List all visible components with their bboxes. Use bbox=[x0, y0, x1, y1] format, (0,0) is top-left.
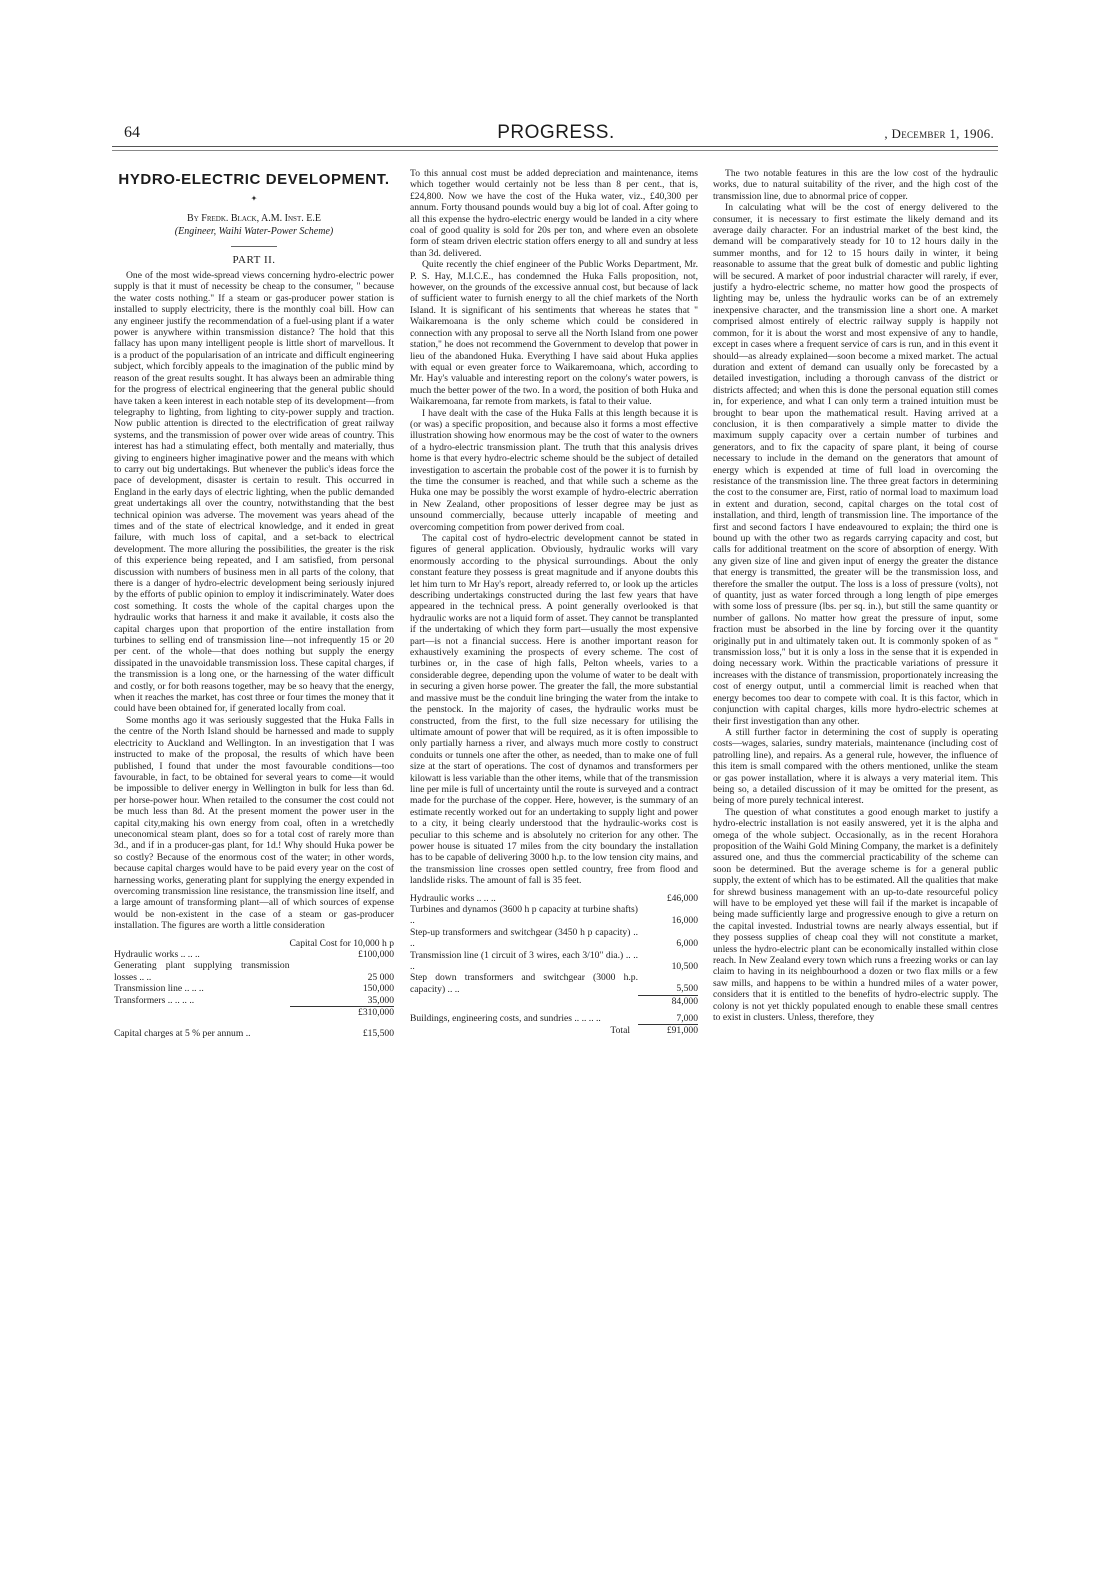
paragraph: A still further factor in determining the cost of supply is operating costs—wages, salaries, sundry materials, maintenance (including cost of patrolling line), and repairs. As a general rule, however, the influence of this item is small compared with the others mentioned, unlike the steam or gas power installation, where it is always a very material item. This being so, a detailed discussion of it may be omitted for the present, as being of more purely technical interest. bbox=[713, 726, 998, 807]
header-rule-thin bbox=[112, 150, 998, 151]
capital-charges-line bbox=[114, 1028, 394, 1039]
author-byline: By Fredk. Black, A.M. Inst. E.E bbox=[187, 212, 321, 224]
column-3 bbox=[713, 168, 998, 1023]
row-value: 25 000 bbox=[367, 971, 394, 983]
table-total-row bbox=[114, 1007, 394, 1019]
table-total: £91,000 bbox=[638, 1025, 698, 1037]
paragraph: Some months ago it was seriously suggested that the Huka Falls in the centre of the North Island should be harnessed and made to supply electricity to Auckland and Wellington. In an investigation that I was instructed to make of the proposal, the results of which have been published, I found that under the most favourable conditions—too favourable, in fact, to be obtained for several years to come—it would be impossible to deliver energy in Wellington in bulk for less than 6d. per horse-power hour. When retailed to the consumer the cost could not be much less than 8d. At the present moment the power user in the capital city,making his own energy from coal, often in a wretchedly uneconomical steam plant, does so for a total cost of rarely more than 3d., and if in a producer-gas plant, for 1d.! Why should Huka power be so costly? Because of the enormous cost of the water; in other words, because capital charges would have to be paid every year on the cost of harnessing works, generating plant for supplying the energy expended in overcoming transmission line resistance, the transmission line itself, and a large amount of transforming plant—all of which sources of expense would be non-existent in the case of a steam or gas-producer installation. The figures are worth a little consideration bbox=[114, 714, 394, 932]
column-1 bbox=[114, 168, 394, 1040]
row-label: Step down transformers and switchgear (3000 h.p. capacity) .. .. bbox=[410, 972, 638, 995]
row-label: Turbines and dynamos (3600 h p capacity at turbine shafts) .. bbox=[410, 904, 638, 927]
page-number: 64 bbox=[124, 124, 140, 141]
table-header: Capital Cost for 10,000 h p bbox=[289, 937, 394, 949]
table-row bbox=[410, 950, 698, 973]
table-row bbox=[410, 893, 698, 904]
capital-charges-label: Capital charges at 5 % per annum .. bbox=[114, 1028, 251, 1040]
column-2 bbox=[410, 168, 698, 1036]
paragraph: The capital cost of hydro-electric development cannot be stated in figures of general application. Obviously, hydraulic works will vary enormously according to the physical surroundings. About the only constant feature they possess is great magnitude and if anyone doubts this let him turn to Mr Hay's report, already referred to, or look up the articles describing undertakings constructed during the last few years that have appeared in the technical press. A point generally overlooked is that hydraulic works are not a liquid form of asset. They cannot be transplanted if the undertaking of which they form part—usually the most expensive part—is not a financial success. Here is another important reason for exhaustively examining the prospects of every scheme. The cost of turbines or, in the case of high falls, Pelton wheels, varies to a considerable degree, depending upon the volume of water to be dealt with in securing a given horse power. The greater the fall, the more substantial and massive must be the conduit line bringing the water from the intake to the penstock. In the majority of cases, the hydraulic works must be constructed, from the first, to the full size necessary for utilising the ultimate amount of power that will be required, as it is often impossible to only partially harness a river, and always much more costly to construct conduits or tunnels one after the other, as needed, than to make one of full size at the start of operations. The cost of dynamos and transformers per kilowatt is less variable than the other items, while that of the transmission line per mile is full of uncertainty until the route is surveyed and a contract made for the purchase of the copper. Here, however, is the summary of an estimate recently worked out for an undertaking to supply light and power to a city, it being clearly understood that the hydraulic-works cost is peculiar to this scheme and is absolutely no criterion for any other. The power house is situated 17 miles from the city boundary the installation has to be capable of delivering 3000 h.p. to the low tension city mains, and the transmission line crosses open settled country, free from flood and landslide risks. The amount of fall is 35 feet. bbox=[410, 533, 698, 887]
paragraph: Quite recently the chief engineer of the Public Works Department, Mr. P. S. Hay, M.I.C.E., has condemned the Huka Falls proposition, not, however, on the grounds of the excessive annual cost, but because of lack of sufficient water to furnish energy to all the chief markets of the North Island. It is significant of his sentiments that whereas he states that " Waikaremoana is the only scheme which could be considered in connection with any proposal to serve all the North Island from one power station," he does not recommend the Government to develop that power in lieu of the abandoned Huka. Everything I have said about Huka applies with equal or even greater force to Waikaremoana, which, according to Mr. Hay's valuable and interesting report on the colony's water powers, is much the better power of the two. In a word, the position of both Huka and Waikaremoana, far remote from markets, is fatal to their value. bbox=[410, 259, 699, 408]
table-row bbox=[410, 927, 698, 950]
row-label: Buildings, engineering costs, and sundries .. .. .. .. bbox=[410, 1013, 601, 1025]
row-value: 35,000 bbox=[367, 994, 394, 1006]
row-label: Step-up transformers and switchgear (3450 h p capacity) .. .. bbox=[410, 926, 638, 950]
table-row bbox=[114, 983, 394, 994]
row-value: 16,000 bbox=[671, 915, 698, 927]
capital-cost-table bbox=[114, 938, 394, 1019]
table-row bbox=[410, 904, 698, 927]
row-value: 6,000 bbox=[676, 938, 698, 950]
row-label: Transmission line .. .. .. bbox=[114, 983, 204, 995]
paragraph: The two notable features in this are the low cost of the hydraulic works, due to natural suitability of the river, and the high cost of the transmission line, due to abnormal price of copper. bbox=[713, 168, 998, 202]
header-rule bbox=[112, 146, 998, 147]
table-total-row bbox=[410, 1025, 698, 1037]
article-title: HYDRO-ELECTRIC DEVELOPMENT. bbox=[118, 171, 390, 188]
row-value: 10,500 bbox=[671, 961, 698, 973]
table-total: £310,000 bbox=[290, 1007, 394, 1019]
table-row bbox=[114, 949, 394, 960]
author-affiliation: (Engineer, Waihi Water-Power Scheme) bbox=[174, 226, 334, 238]
table-row bbox=[410, 1007, 698, 1024]
byline-separator bbox=[231, 246, 277, 247]
row-label: Transmission line (1 circuit of 3 wires, each 3/10" dia.) .. .. .. bbox=[410, 949, 638, 973]
row-label: Hydraulic works .. .. .. bbox=[114, 949, 200, 960]
table-subtotal: 84,000 bbox=[638, 995, 698, 1007]
table-subtotal-row bbox=[410, 995, 698, 1007]
table-row bbox=[114, 960, 394, 983]
paragraph: In calculating what will be the cost of energy delivered to the consumer, it is necessary to first estimate the likely demand and its average daily character. For an industrial market of the best kind, the demand will be comparatively steady for 10 to 12 hours daily in the summer months, and for 12 to 15 hours daily in winter, it being reasonable to assume that the great bulk of domestic and public lighting will be secured. A market of poor industrial character will rarely, if ever, justify a hydro-electric scheme, no matter how good the prospects of lighting may be, unless the hydraulic works can be of an extremely inexpensive character, and the transmission line a short one. A market comprised almost entirely of electric railway supply is happily not common, for it is about the worst and most expensive of any to handle, except in cases where a frequent service of cars is run, and in this event it should—as already explained—soon become a mixed market. The actual duration and extent of demand can usually only be forecasted by a detailed investigation, including a thorough canvass of the district or districts affected; and when this is done the personal equation still comes in, for experience, and what I can only term a trained intuition must be brought to bear upon the mathematical result. Having arrived at a conclusion, it is then comparatively a simple matter to divide the maximum supply capacity over a certain number of turbines and generators, and to fix the capacity of spare plant, it being of course necessary to include in the demand on the generators that amount of energy which is expended at time of full load in overcoming the resistance of the transmission line. The three great factors in determining the cost to the consumer are, First, ratio of normal load to maximum load in extent and duration, second, capital charges on the total cost of installation, and third, length of transmission line. The importance of the first and second factors I have endeavoured to explain; the third one is bound up with the other two as regards carrying capacity and cost, but calls for additional treatment on the score of absorption of energy. With any given size of line and given input of energy the greater the distance that energy is transmitted, the greater will be the transmission loss, and therefore the smaller the output. The loss is a loss of pressure (volts), not of quantity, just as water forced through a long length of pipe emerges with some loss of pressure (lbs. per sq. in.), but still the same quantity or number of gallons. No matter how great the pressure of input, some fraction must be absorbed in the line by forcing over it the quantity originally put in and ultimately taken out. It is commonly spoken of as " transmission loss," but it is only a loss in the sense that it is expended in doing necessary work. Within the practicable variations of pressure it increases with the distance of transmission, proportionately increasing the cost of energy output, until a commercial limit is reached when that energy becomes too dear to compete with coal. It is this factor, which in conjunction with capital charges, kills more hydro-electric schemes at their first investigation than any other. bbox=[713, 202, 998, 727]
table-row bbox=[410, 972, 698, 995]
publication-title: PROGRESS. bbox=[497, 122, 615, 143]
table-row bbox=[114, 995, 394, 1007]
paragraph: One of the most wide-spread views concerning hydro-electric power supply is that it must of necessity be cheap to the consumer, " because the water costs nothing." If a steam or gas-producer power station is installed to supply electricity, there is the monthly coal bill. How can any engineer justify the recommendation of a fuel-using plant if a water power is anywhere within transmission distance? The hold that this fallacy has upon many intelligent people is little short of marvellous. It is a product of the popularisation of an intricate and difficult engineering subject, which forcibly appeals to the imagination of the public mind by reason of the great results sought. It has always been an admirable thing for the progress of electrical engineering that the general public should have taken a keen interest in each notable step of its development—from telegraphy to lighting, from lighting to city-power supply and traction. Now public attention is directed to the electrification of great railway systems, and the transmission of power over wide areas of country. This interest has had a stimulating effect, both mentally and materially, thus giving to engineers higher imaginative power and the means with which to carry out big undertakings. But whenever the public's ideas force the pace of development, disaster is certain to result. This occurred in England in the early days of electric lighting, when the public demanded great undertakings all over the country, notwithstanding that the best technical opinion was adverse. The movement was years ahead of the times and of the state of electrical knowledge, and it ended in great failure, with much loss of capital, and a set-back to electrical development. The more alluring the possibilities, the greater is the risk of this experience being repeated, and I am satisfied, from personal discussion with numbers of business men in all parts of the colony, that there is a danger of hydro-electric development being seriously injured by the efforts of public opinion to employ it indiscriminately. Water does cost something. It costs the whole of the capital charges upon the hydraulic works that harness it and make it available, it costs also the capital charges upon that proportion of the entire installation from turbines to selling end of transmission line—not infrequently 15 or 20 per cent. of the whole—that does nothing but supply the energy dissipated in the unavoidable transmission loss. These capital charges, if the transmission is a long one, or the harnessing of the water difficult and costly, or for both reasons together, may be so heavy that the energy, when it reaches the market, has cost three or four times the money that it could have been obtained for, if generated locally from coal. bbox=[114, 270, 394, 715]
part-heading: PART II. bbox=[232, 253, 276, 266]
row-value: £46,000 bbox=[666, 892, 698, 904]
paragraph: The question of what constitutes a good enough market to justify a hydro-electric installation is not easily answered, yet it is the alpha and omega of the whole subject. Occasionally, as in the recent Horahora proposition of the Waihi Gold Mining Company, the market is a definitely assured one, and thus the commercial practicability of the scheme can soon be determined. But the average scheme is for a general public supply, the extent of which has to be estimated. All the qualities that make for shrewd business management with an up-to-date resourceful policy will have to be employed yet these will fail if the market is incapable of being made sufficiently large and progressive enough to give a return on the capital invested. Industrial towns are nearly always essential, but if they possess supplies of cheap coal they will not constitute a market, unless the hydro-electric plant can be economically installed within close reach. In New Zealand every town which runs a freezing works or can lay claim to having in its neighbourhood a dozen or two flax mills or a few saw mills, and happens to be within a hundred miles of a water power, considers that it is entitled to the benefits of hydro-electric supply. The colony is not yet thickly populated enough to enable these small centres to exist in clusters. Unless, therefore, they bbox=[713, 806, 998, 1024]
estimate-table bbox=[410, 893, 698, 1037]
row-label: Hydraulic works .. .. .. bbox=[410, 892, 496, 904]
row-value: 150,000 bbox=[362, 983, 394, 995]
total-label: Total bbox=[610, 1025, 630, 1037]
paragraph: I have dealt with the case of the Huka Falls at this length because it is (or was) a specific proposition, and because also it forms a most effective illustration showing how enormous may be the cost of water to the owners of a hydro-electric transmission plant. The truth that this analysis drives home is that every hydro-electric scheme should be the subject of detailed investigation to ascertain the probable cost of the power it is to furnish by the time the consumer is reached, and that while such a scheme as the Huka one may be possibly the worst example of hydro-electric aberration in New Zealand, other propositions of lesser degree may be just as unsound commercially, because utterly incapable of meeting and overcoming competition from power derived from coal. bbox=[410, 407, 698, 533]
row-value: 7,000 bbox=[676, 1012, 698, 1024]
title-ornament: ✦ bbox=[250, 194, 258, 204]
row-label: Generating plant supplying transmission losses .. .. bbox=[114, 960, 290, 983]
row-value: £100,000 bbox=[358, 949, 394, 960]
capital-charges-value: £15,500 bbox=[362, 1028, 394, 1040]
row-label: Transformers .. .. .. .. bbox=[114, 995, 195, 1007]
paragraph: To this annual cost must be added depreciation and maintenance, items which together would certainly not be less than 8 per cent., that is, £24,800. Now we have the cost of the Huka water, viz., £40,300 per annum. Forty thousand pounds would buy a big lot of coal. After going to all this expense the hydro-electric energy would be landed in a city where coal of good quality is sold for 20s per ton, and where even an obsolete form of steam driven electric station offers energy to all and sundry at less than 3d. delivered. bbox=[410, 168, 698, 259]
row-value: 5,500 bbox=[676, 983, 698, 995]
issue-date: , December 1, 1906. bbox=[884, 126, 994, 141]
